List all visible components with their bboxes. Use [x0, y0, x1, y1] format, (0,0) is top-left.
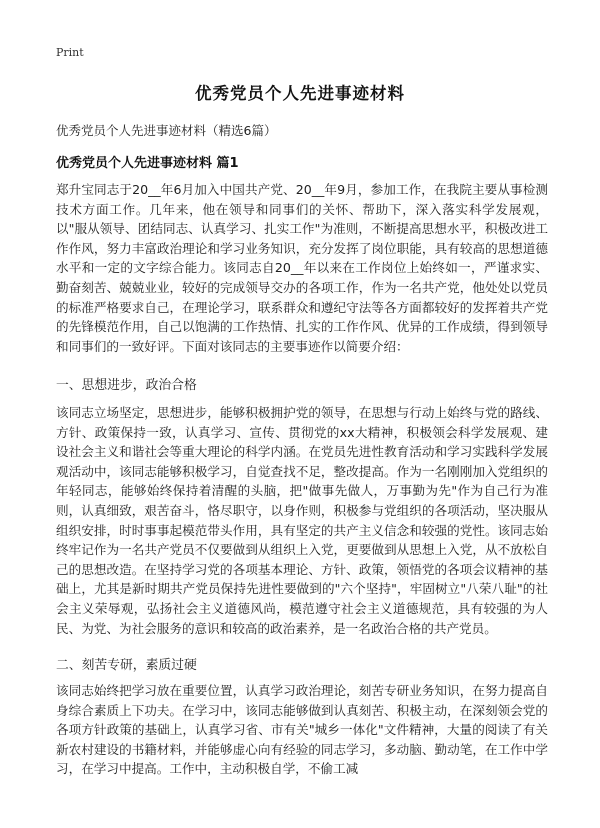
paragraph-study: 该同志始终把学习放在重要位置，认真学习政治理论，刻苦专研业务知识，在努力提高自身综合素质上下功夫。在学习中，该同志能够做到认真刻苦、积极主动，在深刻领会党的各项方针政策的基础上，认真学习省、市有关"城乡一体化"文件精神，大量的阅读了有关新农村建设的书籍材料，并能够虚心向有经验的同志学习，多动脑、勤动笔，在工作中学习，在学习中提高。工作中，主动积极自学，不偷工减 [56, 683, 548, 777]
print-label: Print [56, 46, 84, 59]
heading-study: 二、刻苦专研，素质过硬 [56, 658, 197, 673]
document-title: 优秀党员个人先进事迹材料 [195, 84, 405, 103]
heading-political: 一、思想进步，政治合格 [56, 378, 197, 393]
section-title: 优秀党员个人先进事迹材料 篇1 [56, 156, 239, 171]
document-subtitle: 优秀党员个人先进事迹材料（精选6篇） [56, 123, 277, 138]
paragraph-political: 该同志立场坚定，思想进步，能够积极拥护党的领导，在思想与行动上始终与党的路线、方针、政策保持一致，认真学习、宣传、贯彻党的xx大精神，积极领会科学发展观、建设社会主义和谐社会等重大理论的科学内涵。在党员先进性教育活动和学习实践科学发展观活动中，该同志能够积极学习，自觉查找不足，整改提高。作为一名刚刚加入党组织的年轻同志，能够始终保持着清醒的头脑，把"做事先做人，万事勤为先"作为自己行为准则，认真细致，艰苦奋斗，恪尽职守，以身作则，积极参与党组织的各项活动，坚决服从组织安排，时时事事起模范带头作用，具有坚定的共产主义信念和较强的党性。该同志始终牢记作为一名共产党员不仅要做到从组织上入党，更要做到从思想上入党，从不放松自己的思想改造。在坚持学习党的各项基本理论、方针、政策，领悟党的各项会议精神的基础上，尤其是新时期共产党员保持先进性要做到的"六个坚持"，牢固树立"八荣八耻"的社会主义荣辱观，弘扬社会主义道德风尚，模范遵守社会主义道德规范，具有较强的为人民、为党、为社会服务的意识和较高的政治素养，是一名政治合格的共产党员。 [56, 405, 548, 636]
paragraph-intro: 郑升宝同志于20__年6月加入中国共产党、20__年9月，参加工作，在我院主要从事检测技术方面工作。几年来，他在领导和同事们的关怀、帮助下，深入落实科学发展观，以"服从领导、团结同志、认真学习、扎实工作"为准则，不断提高思想水平，积极改进工作作风，努力丰富政治理论和学习业务知识，充分发挥了岗位职能，具有较高的思想道德水平和一定的文字综合能力。该同志自20__年以来在工作岗位上始终如一，严谨求实、勤奋刻苦、兢兢业业，较好的完成领导交办的各项工作，作为一名共产党，他处处以党员的标准严格要求自己，在理论学习，联系群众和遵纪守法等各方面都较好的发挥着共产党的先锋模范作用，自己以饱满的工作热情、扎实的工作作风、优异的工作成绩，得到领导和同事们的一致好评。下面对该同志的主要事迹作以简要介绍： [56, 182, 548, 354]
